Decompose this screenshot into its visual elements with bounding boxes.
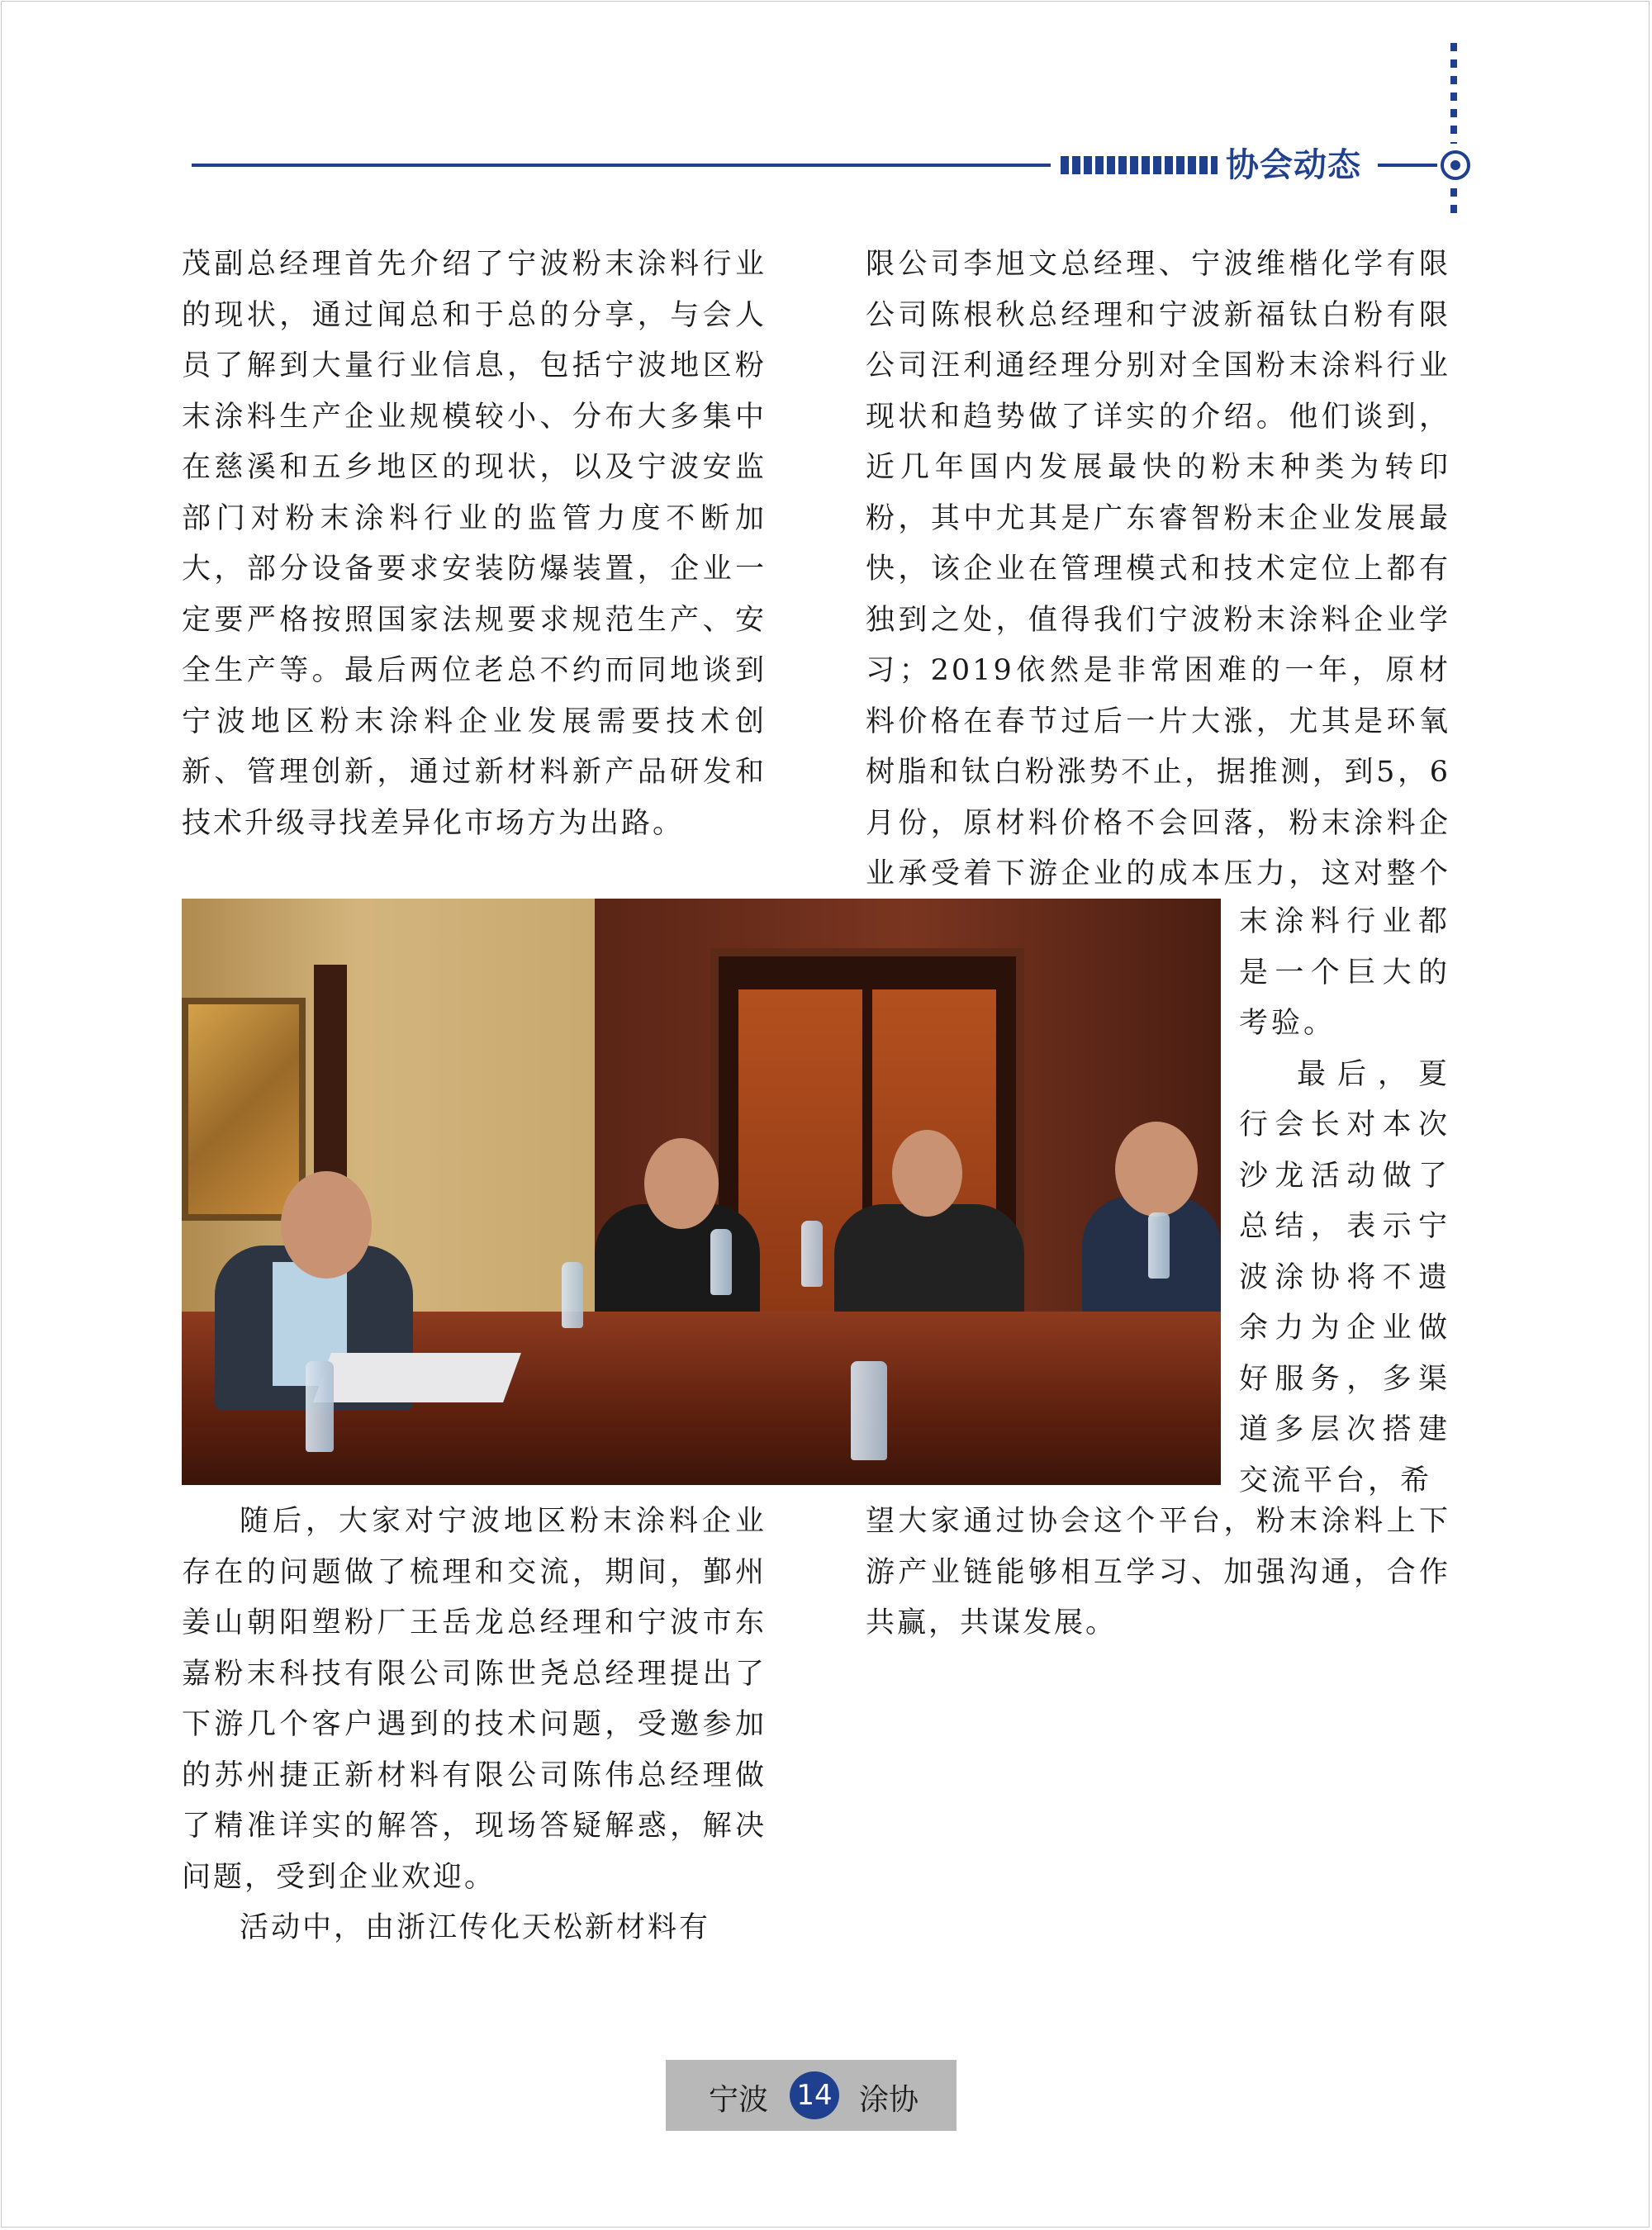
photo-bottle [306, 1361, 334, 1452]
footer-label-right: 涂协 [859, 2083, 919, 2117]
header-dot-bar [1061, 156, 1218, 174]
article-column-right-top [866, 240, 1450, 951]
header-rule-right [1378, 164, 1437, 167]
target-icon [1441, 150, 1470, 180]
article-column-right-bottom [866, 1497, 1450, 1649]
paragraph: 末涂料行业都是一个巨大的考验。 [1239, 905, 1450, 1040]
paragraph: 活动中，由浙江传化天松新材料有 [240, 1911, 711, 1944]
article-column-left-bottom [182, 1497, 767, 1954]
photo-person-1-head [281, 1171, 372, 1279]
paragraph: 茂副总经理首先介绍了宁波粉末涂料行业的现状，通过闻总和于总的分享，与会人员了解到大量行业信息，包括宁波地区粉末涂料生产企业规模较小、分布大多集中在慈溪和五乡地区的现状，以及宁波安监部门对粉末涂料行业的监管力度不断加大，部分设备要求安装防爆装置，企业一定要严格按照国家法规要求规范生产、安全生产等。最后两位老总不约而同地谈到宁波地区粉末涂料企业发展需要技术创新、管理创新，通过新材料新产品研发和技术升级寻找差异化市场方为出路。 [182, 248, 767, 840]
photo-person-2-head [644, 1138, 719, 1229]
photo-person-3-head [892, 1130, 962, 1217]
photo-bottle [710, 1229, 732, 1295]
section-title: 协会动态 [1226, 146, 1361, 184]
footer-label-left: 宁波 [709, 2083, 769, 2117]
photo-person-4-head [1115, 1122, 1198, 1217]
paragraph: 限公司李旭文总经理、宁波维楷化学有限公司陈根秋总经理和宁波新福钛白粉有限公司汪利通经理分别对全国粉末涂料行业现状和趋势做了详实的介绍。他们谈到，近几年国内发展最快的粉末种类为转印粉，其中尤其是广东睿智粉末企业发展最快，该企业在管理模式和技术定位上都有独到之处，值得我们宁波粉末涂料企业学习；2019依然是非常困难的一年，原材料价格在春节过后一片大涨，尤其是环氧树脂和钛白粉涨势不止，据推测，到5，6月份，原材料价格不会回落，粉末涂料企业承受着下游企业的成本压力，这对整个 [866, 248, 1450, 890]
article-column-right-wrap [1239, 897, 1450, 1506]
vertical-dots-top [1450, 43, 1457, 144]
photo-painting [182, 998, 306, 1221]
page-number: 14 [790, 2071, 839, 2119]
photo-papers [313, 1353, 521, 1402]
photo-bottle [851, 1361, 887, 1460]
paragraph: 最后，夏行会长对本次沙龙活动做了总结，表示宁波涂协将不遗余力为企业做好服务，多渠道多层次搭建交流平台，希 [1239, 1057, 1450, 1497]
vertical-dots-bottom [1450, 188, 1457, 221]
meeting-photo [182, 899, 1221, 1485]
photo-bottle [1148, 1212, 1170, 1279]
article-column-left-top [182, 240, 767, 849]
paragraph: 随后，大家对宁波地区粉末涂料企业存在的问题做了梳理和交流，期间，鄞州姜山朝阳塑粉厂王岳龙总经理和宁波市东嘉粉末科技有限公司陈世尧总经理提出了下游几个客户遇到的技术问题，受邀参加的苏州捷正新材料有限公司陈伟总经理做了精准详实的解答，现场答疑解惑，解决问题，受到企业欢迎。 [182, 1505, 767, 1894]
page-footer [666, 2060, 957, 2131]
photo-bottle [562, 1262, 583, 1328]
paragraph: 望大家通过协会这个平台，粉末涂料上下游产业链能够相互学习、加强沟通，合作共赢，共谋发展。 [866, 1505, 1450, 1639]
photo-bottle [801, 1221, 823, 1287]
header-rule [192, 164, 1051, 167]
